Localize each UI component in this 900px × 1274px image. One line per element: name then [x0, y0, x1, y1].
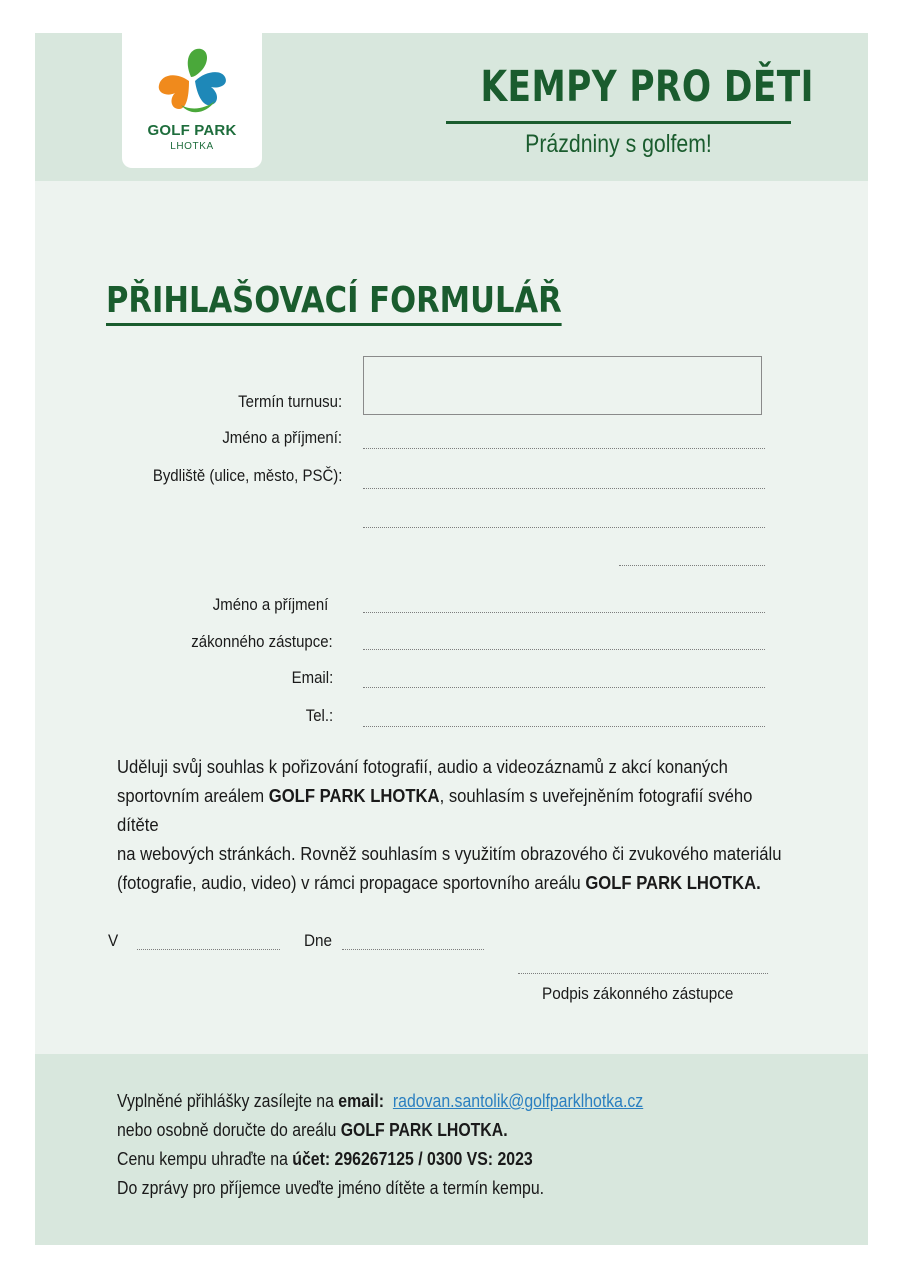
consent-text-part: , souhlasím s uveřejněním fotografií svého dítěte — [117, 785, 753, 835]
form-title: PŘIHLAŠOVACÍ FORMULÁŘ — [106, 280, 562, 326]
address-field-line3[interactable] — [619, 565, 765, 566]
logo-name: GOLF PARK — [147, 122, 237, 139]
consent-text-part: (fotografie, audio, video) v rámci propagace sportovního areálu — [117, 872, 586, 893]
name-field[interactable] — [363, 448, 765, 449]
address-label: Bydliště (ulice, město, PSČ): — [152, 466, 342, 485]
date-field[interactable] — [342, 949, 484, 950]
clover-logo-icon — [157, 47, 229, 121]
guardian-label-line2: zákonného zástupce: — [191, 632, 333, 651]
footer-text: Cenu kempu uhraďte na — [117, 1149, 293, 1169]
guardian-field-line2[interactable] — [363, 649, 765, 650]
footer-line-email — [117, 1087, 643, 1115]
page-title: KEMPY PRO DĚTI — [480, 62, 814, 112]
footer-email-label: email: — [338, 1091, 385, 1111]
footer-line-payment — [117, 1145, 533, 1173]
guardian-name-field[interactable] — [363, 612, 765, 613]
place-field[interactable] — [137, 949, 280, 950]
guardian-label-line1: Jméno a příjmení — [212, 595, 328, 614]
name-label: Jméno a příjmení: — [222, 428, 342, 447]
place-label: V — [108, 931, 119, 950]
footer-brand: GOLF PARK LHOTKA. — [340, 1120, 508, 1140]
consent-text-part: sportovním areálem — [117, 785, 269, 806]
signature-field[interactable] — [518, 973, 768, 974]
consent-brand: GOLF PARK LHOTKA. — [585, 872, 761, 893]
email-link[interactable]: radovan.santolik@golfparklhotka.cz — [392, 1091, 644, 1111]
address-field-line2[interactable] — [363, 527, 765, 528]
term-field[interactable] — [363, 356, 762, 415]
consent-line — [117, 868, 783, 897]
term-label: Termín turnusu: — [238, 392, 342, 411]
footer-account: účet: 296267125 / 0300 VS: 2023 — [292, 1149, 533, 1169]
footer-line-visit — [117, 1116, 508, 1144]
date-label: Dne — [304, 931, 333, 950]
phone-label: Tel.: — [305, 706, 333, 725]
consent-line: Uděluji svůj souhlas k pořizování fotografií, audio a videozáznamů z akcí konaných — [117, 756, 728, 777]
consent-text — [117, 752, 783, 897]
title-divider — [446, 121, 791, 124]
address-field-line1[interactable] — [363, 488, 765, 489]
footer-text: nebo osobně doručte do areálu — [117, 1120, 341, 1140]
consent-line: na webových stránkách. Rovněž souhlasím s využitím obrazového či zvukového materiálu — [117, 843, 782, 864]
page-subtitle: Prázdniny s golfem! — [525, 130, 712, 158]
consent-brand: GOLF PARK LHOTKA — [268, 785, 440, 806]
footer-text: Vyplněné přihlášky zasílejte na — [117, 1091, 339, 1111]
email-label: Email: — [291, 668, 333, 687]
logo-subname: LHOTKA — [170, 141, 214, 152]
phone-field[interactable] — [363, 726, 765, 727]
footer-line-note: Do zprávy pro příjemce uveďte jméno dítěte a termín kempu. — [117, 1178, 545, 1198]
signature-label: Podpis zákonného zástupce — [542, 984, 734, 1003]
logo — [122, 25, 262, 168]
consent-line — [117, 781, 783, 839]
email-field[interactable] — [363, 687, 765, 688]
